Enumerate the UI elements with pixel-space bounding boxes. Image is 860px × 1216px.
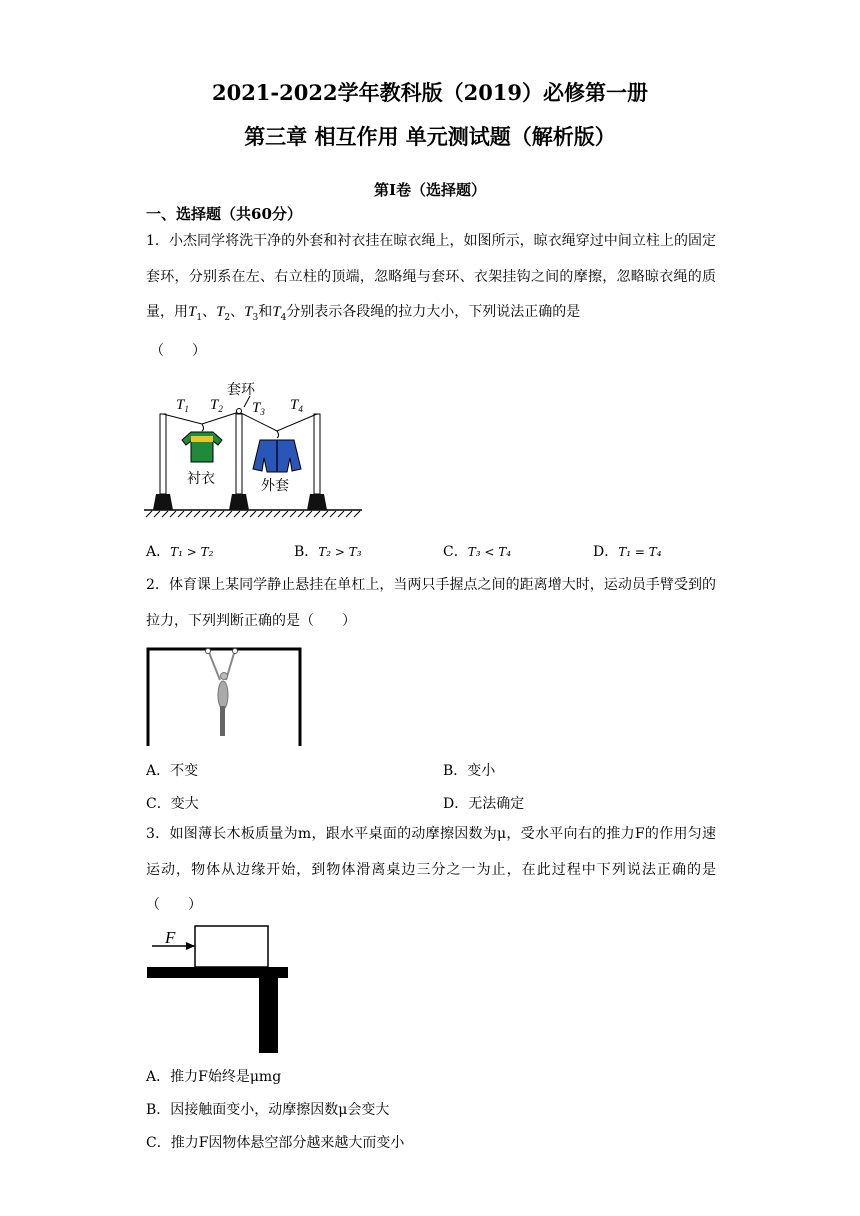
- right-hand: [233, 649, 238, 654]
- document-title-line2: 第三章 相互作用 单元测试题（解析版）: [244, 124, 616, 149]
- left-post: [160, 414, 166, 494]
- question-1-stem: 1．小杰同学将洗干净的外套和衬衣挂在晾衣绳上，如图所示，晾衣绳穿过中间立柱上的固定套环，分别系在左、右立柱的顶端，忽略绳与套环、衣架挂钩之间的摩擦，忽略晾衣绳的质量，用$T_1$、$T_2$、$T_3$和$T_4$分别表示各段绳的拉力大小，下列说法正确的是: [146, 233, 716, 323]
- question-3-stem: 3．如图薄长木板质量为m，跟水平桌面的动摩擦因数为μ，受水平向右的推力F的作用匀速运动，物体从边缘开始，到物体滑离桌边三分之一为止，在此过程中下列说法正确的是（ ）: [146, 826, 716, 913]
- clothesline-figure: [140, 374, 365, 522]
- question-2-option-a[interactable]: A．不变: [146, 763, 199, 779]
- option-c-letter: C．: [443, 544, 468, 560]
- left-post-base: [153, 494, 173, 510]
- left-arm: [208, 650, 220, 680]
- question-1-option-d[interactable]: [593, 541, 662, 561]
- middle-post-base: [229, 494, 249, 510]
- volume-heading: 第Ⅰ卷（选择题）: [373, 181, 487, 199]
- force-label: F: [165, 928, 176, 947]
- middle-post: [236, 414, 242, 494]
- rope-right: [239, 412, 317, 431]
- rope-left: [163, 412, 239, 424]
- question-2-stem: 2．体育课上某同学静止悬挂在单杠上，当两只手握点之间的距离增大时，运动员手臂受到的拉力，下列判断正确的是（ ）: [146, 577, 716, 629]
- coat-label: 外套: [261, 478, 289, 494]
- shirt-stripe: [191, 436, 213, 442]
- ring-label: 套环: [227, 382, 255, 398]
- athlete-body: [218, 681, 228, 709]
- t2-label: $T_2$: [210, 397, 223, 414]
- t4-label: $T_4$: [290, 397, 303, 414]
- question-1-stem-part2: 分别表示各段绳的拉力大小，下列说法正确的是: [286, 304, 581, 320]
- option-c-expression: T₃ < T₄: [467, 545, 512, 559]
- question-3-option-a[interactable]: A．推力F始终是μmg: [146, 1069, 282, 1085]
- coat-hook: [277, 431, 279, 438]
- ground-hatching: [146, 511, 360, 517]
- board-on-table-figure: [140, 920, 300, 1055]
- option-d-expression: T₁ = T₄: [618, 545, 662, 559]
- document-title-line1: 2021-2022学年教科版（2019）必修第一册: [211, 80, 649, 105]
- ring: [237, 409, 242, 414]
- left-hand: [206, 649, 211, 654]
- question-2-option-c[interactable]: C．变大: [146, 796, 199, 812]
- question-1-blank: （ ）: [150, 343, 206, 359]
- right-post-base: [307, 494, 327, 510]
- question-1-stem-part1: 1．小杰同学将洗干净的外套和衬衣挂在晾衣绳上，如图所示，晾衣绳穿过中间立柱上的固定套环，分别系在左、右立柱的顶端，忽略绳与套环、衣架挂钩之间的摩擦，忽略晾衣绳的质量，用: [146, 233, 716, 320]
- option-a-expression: T₁ > T₂: [170, 545, 214, 559]
- t1-label: $T_1$: [176, 397, 189, 414]
- option-a-letter: A．: [146, 544, 171, 560]
- t3-label: $T_3$: [252, 400, 265, 417]
- option-d-letter: D．: [593, 544, 619, 560]
- athlete-head: [221, 673, 228, 680]
- question-3-option-b[interactable]: B．因接触面变小，动摩擦因数μ会变大: [146, 1102, 390, 1118]
- shirt-hook: [202, 424, 204, 431]
- option-b-expression: T₂ > T₃: [318, 545, 362, 559]
- table-top: [147, 967, 288, 978]
- question-2-option-d[interactable]: D．无法确定: [443, 796, 525, 812]
- question-1-option-a[interactable]: [146, 541, 213, 561]
- athlete-legs: [220, 706, 225, 736]
- right-post: [314, 414, 320, 494]
- table-leg: [259, 978, 278, 1053]
- shirt-label: 衬衣: [187, 471, 215, 487]
- question-1-option-c[interactable]: [443, 541, 511, 561]
- option-b-letter: B．: [294, 544, 319, 560]
- force-arrowhead: [186, 942, 195, 950]
- question-1-option-b[interactable]: [294, 541, 362, 561]
- horizontal-bar-figure: [140, 640, 310, 750]
- question-3-option-c[interactable]: C．推力F因物体悬空部分越来越大而变小: [146, 1135, 405, 1151]
- question-2-option-b[interactable]: B．变小: [443, 763, 496, 779]
- section-heading: 一、选择题（共60分）: [146, 205, 302, 223]
- wooden-board: [195, 926, 268, 967]
